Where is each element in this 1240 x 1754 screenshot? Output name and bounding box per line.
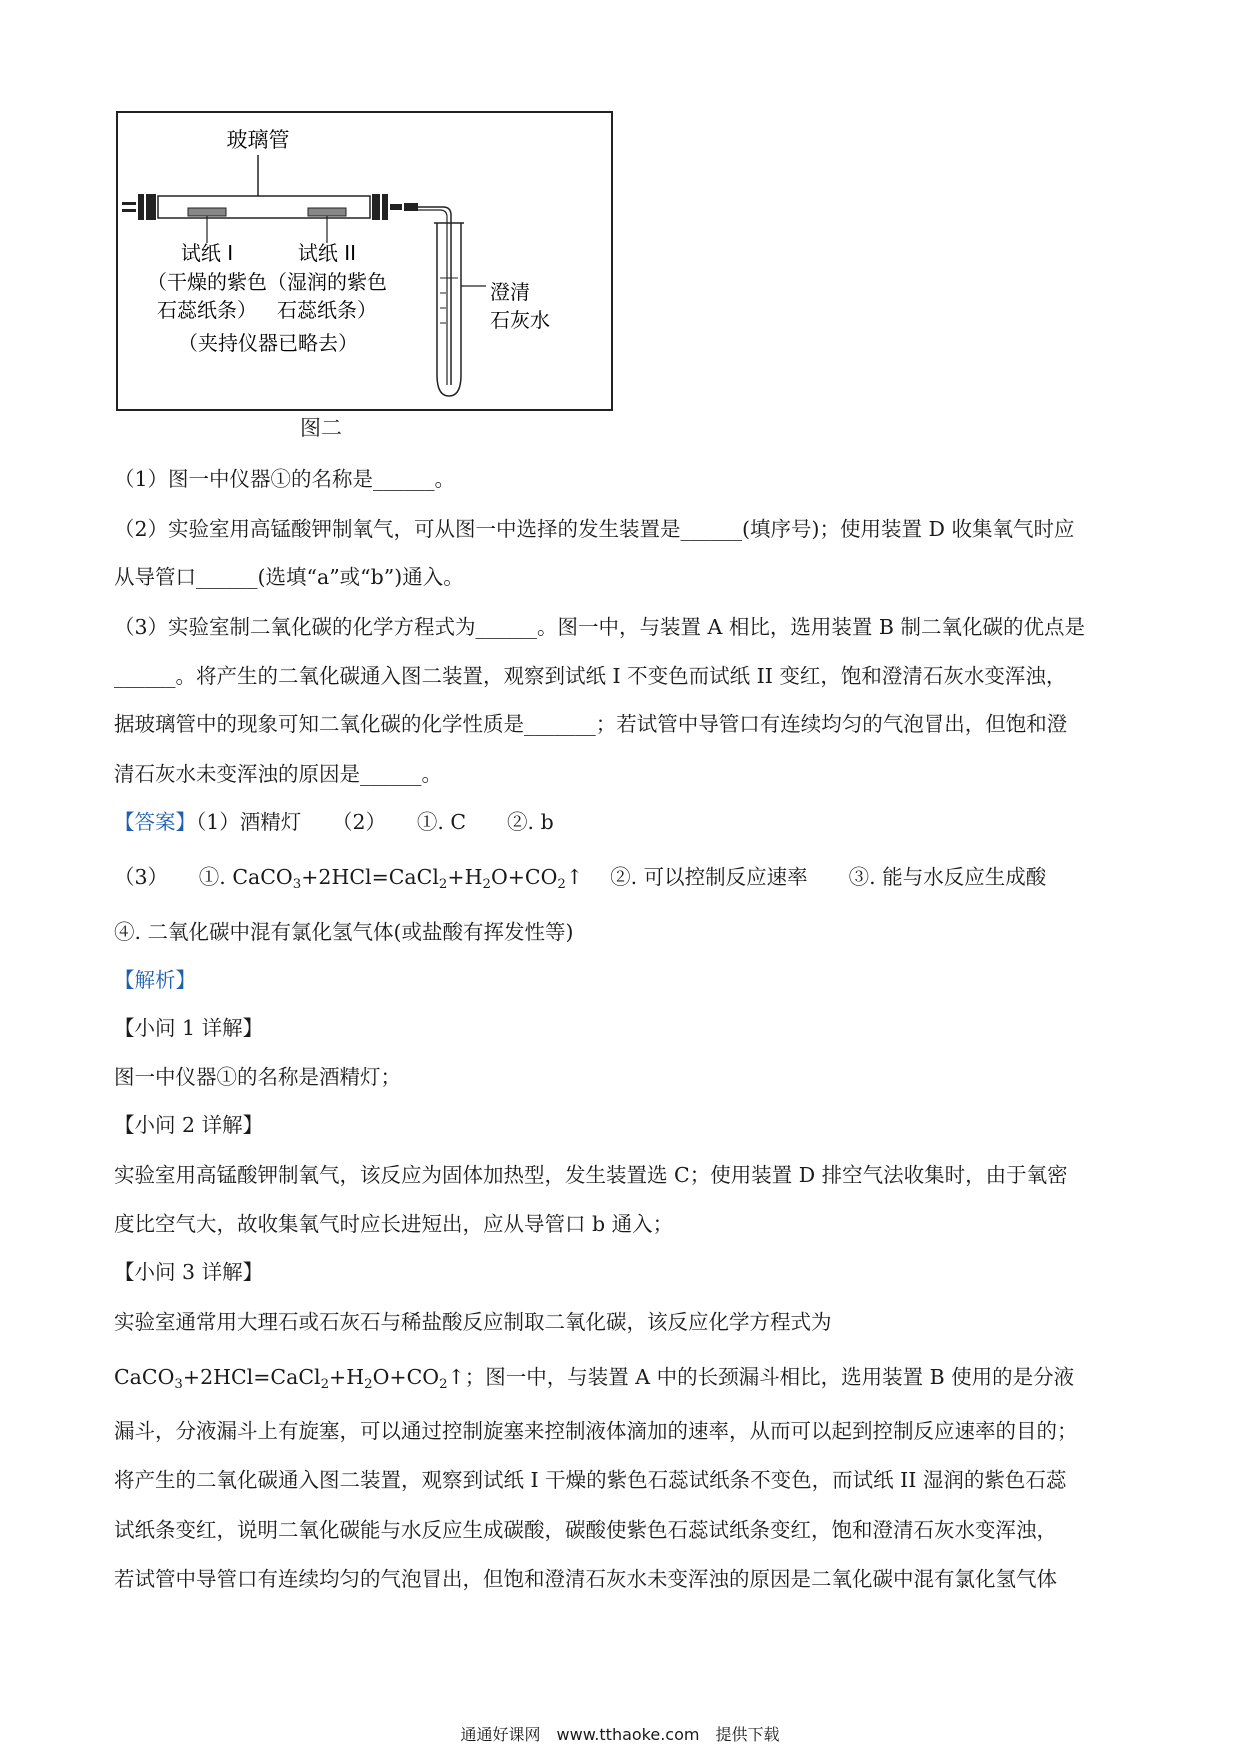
question-line-3: 从导管口______(选填“a”或“b”)通入。 [114,565,464,589]
q2-heading: 【小问 2 详解】 [114,1113,264,1137]
liquid-hatch [440,293,446,323]
answer-equation: $CaCO_3+2HCl=CaCl_2+H_2O+CO_2↑$ [232,865,584,892]
right-stopper-a [372,194,380,220]
delivery-tube-inner [418,210,447,385]
paper-one-desc2: 石蕊纸条） [157,298,257,322]
answer-line-3: ④. 二氧化碳中混有氯化氢气体(或盐酸有挥发性等) [114,920,574,944]
paper-one-desc1: （干燥的紫色 [147,270,267,294]
q1-text: 图一中仪器①的名称是酒精灯； [114,1065,401,1089]
q3-text-4: 将产生的二氧化碳通入图二装置，观察到试纸 I 干燥的紫色石蕊试纸条不变色，而试纸 II 湿润的紫色石蕊 [114,1468,1067,1492]
question-line-4: （3）实验室制二氧化碳的化学方程式为______。图一中，与装置 A 相比，选用装置 B 制二氧化碳的优点是 [114,615,1085,639]
question-line-1: （1）图一中仪器①的名称是______。 [114,467,456,491]
q3-heading: 【小问 3 详解】 [114,1260,264,1284]
paper-one [188,208,226,216]
test-tube [437,223,461,396]
left-stopper-rod-2 [122,209,136,212]
left-stopper-b [146,194,156,220]
answer-part-3-prefix: （3） ①. [114,865,226,889]
question-line-5: ______。将产生的二氧化碳通入图二装置，观察到试纸 I 不变色而试纸 II 变红，饱和澄清石灰水变浑浊， [114,664,1067,688]
q3-equation: $CaCO_3+2HCl=CaCl_2+H_2O+CO_2↑$ [114,1365,465,1392]
paper-two-desc1: （湿润的紫色 [267,270,387,294]
answer-line-1 [114,805,554,835]
q3-text-2 [114,1360,1074,1392]
question-line-7: 清石灰水未变浑浊的原因是______。 [114,762,442,786]
analysis-tag: 【解析】 [114,968,196,992]
q2-text-1: 实验室用高锰酸钾制氧气，该反应为固体加热型，发生装置选 C；使用装置 D 排空气法收集时，由于氧密 [114,1163,1068,1187]
question-line-6: 据玻璃管中的现象可知二氧化碳的化学性质是_______；若试管中导管口有连续均匀的气泡冒出，但饱和澄 [114,712,1068,736]
limewater-label-2: 石灰水 [490,308,550,332]
figure-caption: 图二 [300,416,342,440]
q3-text-2-rest: ；图一中，与装置 A 中的长颈漏斗相比，选用装置 B 使用的是分液 [464,1365,1075,1389]
tube-label: 玻璃管 [226,128,290,152]
left-stopper-rod [122,202,136,205]
answer-part-1-2: （1）酒精灯 （2） ①. C ②. b [196,810,554,834]
connector [390,204,402,210]
answer-part-3-rest: ②. 可以控制反应速率 ③. 能与水反应生成酸 [589,865,1047,889]
q1-heading: 【小问 1 详解】 [114,1016,264,1040]
answer-line-2 [114,860,1046,892]
right-stopper-b [382,194,388,220]
answer-tag: 【答案】 [114,810,196,834]
q3-text-6: 若试管中导管口有连续均匀的气泡冒出，但饱和澄清石灰水未变浑浊的原因是二氧化碳中混有氯化氢气体 [114,1567,1057,1591]
q2-text-2: 度比空气大，故收集氧气时应长进短出，应从导管口 b 通入； [114,1212,674,1236]
page-footer: 通通好课网 www.tthaoke.com 提供下载 [460,1725,780,1744]
paper-two-title: 试纸 II [297,241,357,265]
limewater-label-1: 澄清 [490,280,530,304]
q3-text-5: 试纸条变红，说明二氧化碳能与水反应生成碳酸，碳酸使紫色石蕊试纸条变红，饱和澄清石灰水变浑浊， [114,1518,1057,1542]
question-line-2: （2）实验室用高锰酸钾制氧气，可从图一中选择的发生装置是______(填序号)；使用装置 D 收集氧气时应 [114,517,1075,541]
delivery-tube [418,207,451,385]
connector-2 [404,203,418,211]
paper-one-title: 试纸 I [180,241,234,265]
left-stopper-a [138,194,144,220]
q3-text-1: 实验室通常用大理石或石灰石与稀盐酸反应制取二氧化碳，该反应化学方程式为 [114,1310,832,1334]
paper-two [308,208,346,216]
clamp-note: （夹持仪器已略去） [178,331,358,355]
figure-two-box [116,111,613,411]
paper-two-desc2: 石蕊纸条） [277,298,377,322]
apparatus-diagram [118,113,615,413]
q3-text-3: 漏斗，分液漏斗上有旋塞，可以通过控制旋塞来控制液体滴加的速率，从而可以起到控制反应速率的目的； [114,1419,1078,1443]
